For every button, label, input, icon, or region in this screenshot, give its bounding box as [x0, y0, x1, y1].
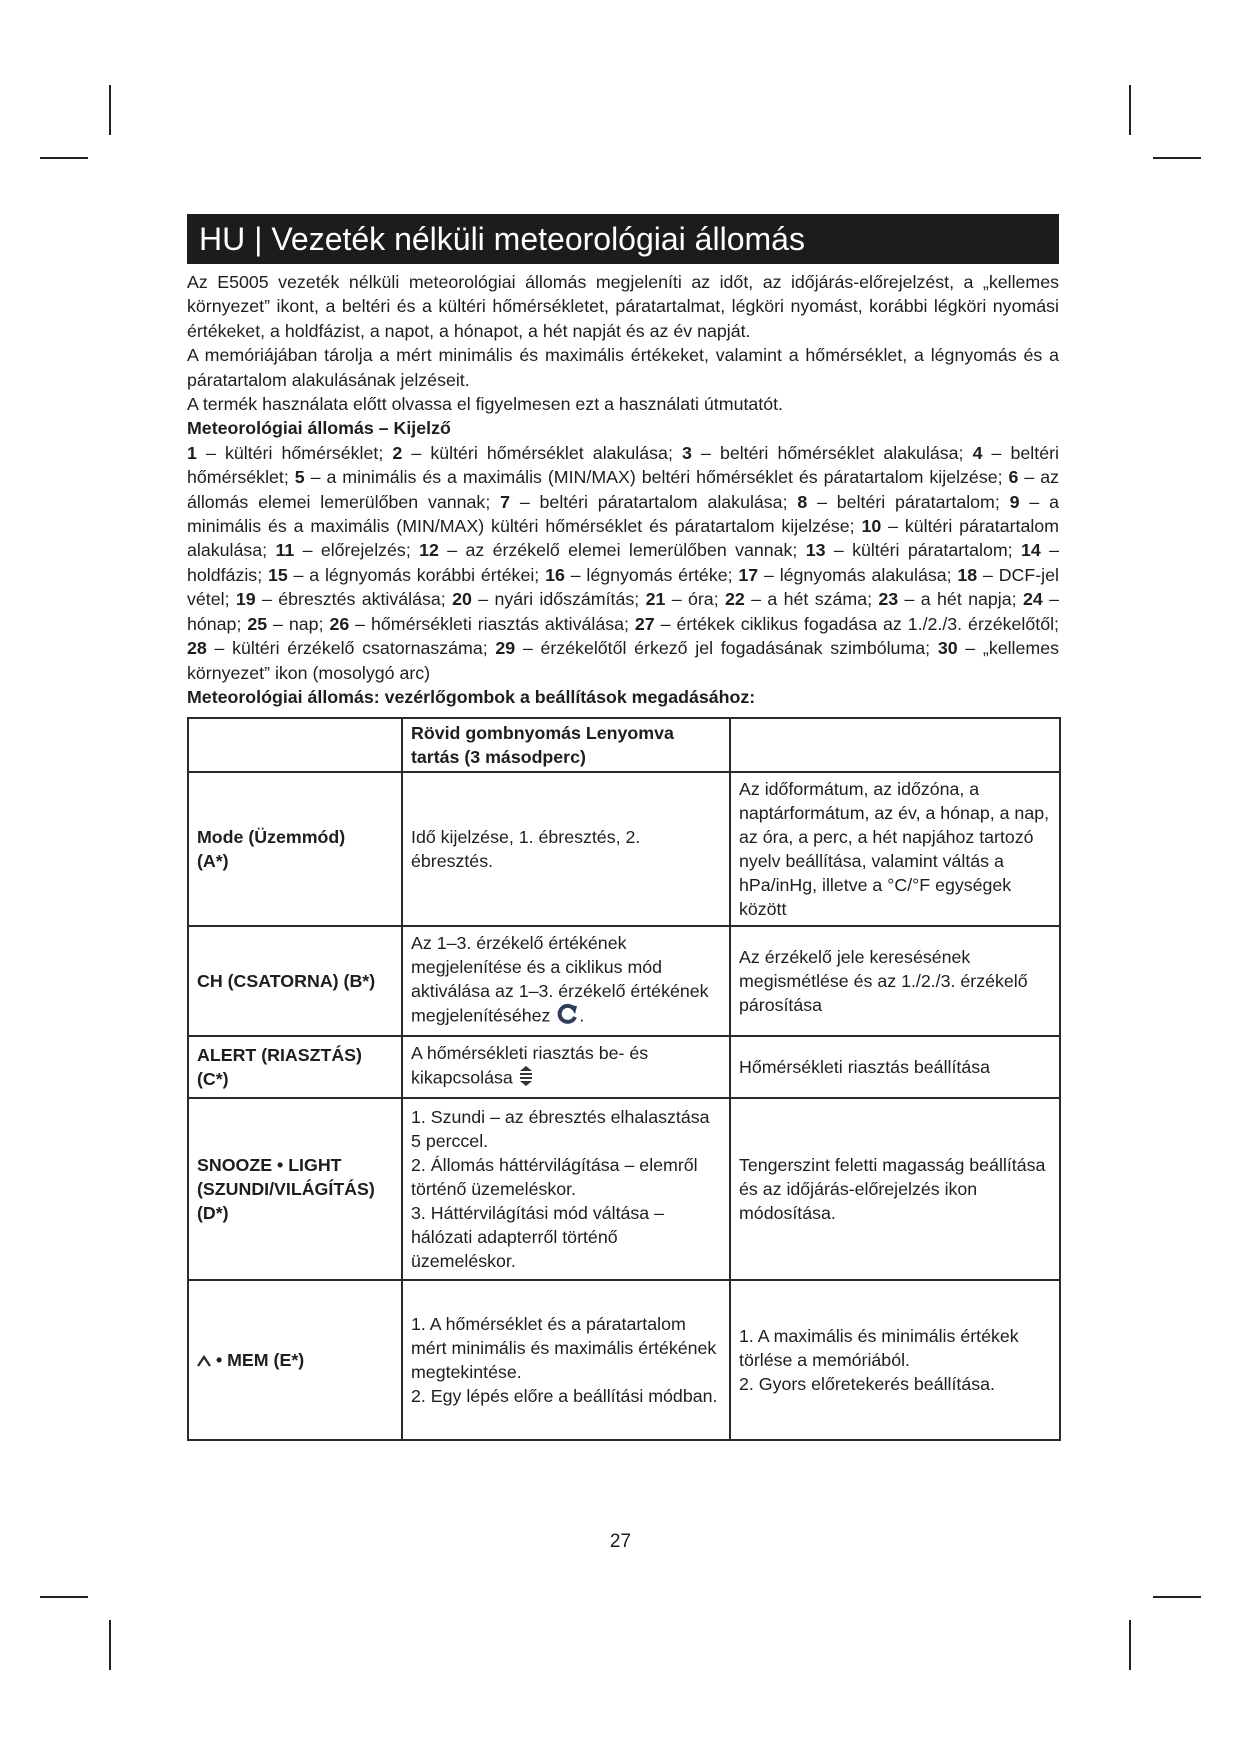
legend-text: beltéri páratartalom — [836, 491, 995, 512]
cell-text: Idő kijelzése, 1. ébresztés, 2. ébresztés. — [411, 827, 641, 872]
button-label: (SZUNDI/VILÁGÍTÁS) — [197, 1179, 375, 1200]
crop-mark-top-left-h — [40, 157, 88, 159]
legend-number: 25 — [247, 613, 268, 634]
button-code: (C*) — [197, 1069, 229, 1090]
table-row — [188, 926, 1060, 1036]
alert-bell-icon — [518, 1065, 534, 1093]
crop-mark-top-right-v — [1129, 85, 1131, 135]
legend-item: 8 – beltéri páratartalom; — [797, 491, 1010, 512]
table-row — [188, 1036, 1060, 1098]
legend-item: 30 – „kellemes környezet” ikon (mosolygó arc) — [187, 638, 1059, 683]
legend-item: 29 – érzékelőtől érkező jel fogadásának szimbóluma; — [495, 638, 938, 659]
legend-item: 26 – hőmérsékleti riasztás aktiválása; — [329, 613, 635, 634]
legend-item: 17 – légnyomás alakulása; — [738, 564, 958, 585]
crop-mark-top-left-v — [109, 85, 111, 135]
up-arrow-icon — [197, 1349, 211, 1373]
button-code: (A*) — [197, 851, 229, 872]
button-cell-alert — [188, 1036, 402, 1098]
legend-number: 4 — [972, 442, 983, 463]
cell-text: 2. Egy lépés előre a beállítási módban. — [411, 1386, 718, 1407]
legend-number: 3 — [681, 442, 692, 463]
legend-number: 26 — [329, 613, 350, 634]
table-row — [188, 1280, 1060, 1440]
intro-paragraph: Az E5005 vezeték nélküli meteorológiai állomás megjeleníti az időt, az időjárás-előrejelzést, a „kellemes környezet” ikont, a beltéri és a kültéri hőmérsékletet, páratartalmat, légköri nyomást, korábbi légköri nyomási értékeket, a holdfázist, a napot, a hónapot, a hét napját és az év napját. — [187, 272, 1059, 341]
legend-item: 13 – kültéri páratartalom; — [805, 540, 1021, 561]
cell-text: A hőmérsékleti riasztás be- és kikapcsolása — [411, 1043, 649, 1089]
legend-text: kültéri páratartalom alakulása — [187, 516, 1059, 561]
crop-mark-top-right-h — [1153, 157, 1201, 159]
legend-text: óra — [687, 589, 714, 610]
header-long-press: Lenyomva tartás (3 másodperc) — [411, 723, 674, 768]
table-header-cell — [730, 718, 1060, 772]
long-press-cell — [730, 772, 1060, 926]
legend-item: 3 – beltéri hőmérséklet alakulása; — [681, 442, 973, 463]
table-header-cell — [188, 718, 402, 772]
short-press-cell — [402, 1098, 730, 1280]
legend-item: 5 – a minimális és a maximális (MIN/MAX) beltéri hőmérséklet és páratartalom kijelzése; — [294, 467, 1009, 488]
legend-text: beltéri páratartalom alakulása — [539, 491, 783, 512]
cell-text: Hőmérsékleti riasztás beállítása — [739, 1057, 991, 1078]
controls-heading: Meteorológiai állomás: vezérlőgombok a beállítások megadásához: — [187, 686, 756, 707]
page-number: 27 — [609, 1531, 632, 1552]
legend-text: ébresztés aktiválása — [278, 589, 441, 610]
legend-number: 22 — [725, 589, 745, 610]
cell-text: Az időformátum, az időzóna, a naptárformátum, az év, a hónap, a nap, az óra, a perc, a hét napjához tartozó nyelv beállítása, valamint váltás a hPa/inHg, illetve a °C/°F egységek között — [739, 779, 1050, 920]
legend-item: 4 – beltéri hőmérséklet; — [187, 442, 1059, 488]
long-press-cell — [730, 1098, 1060, 1280]
cell-text: 1. A maximális és minimális értékek törlése a memóriából. — [739, 1326, 1019, 1371]
legend-item: 16 – légnyomás értéke; — [545, 564, 739, 585]
button-cell-mem — [188, 1280, 402, 1440]
legend-item: 2 – kültéri hőmérséklet alakulása; — [392, 442, 682, 463]
cell-text: 2. Állomás háttérvilágítása – elemről történő üzemeléskor. — [411, 1155, 698, 1200]
cell-text: 1. A hőmérséklet és a páratartalom mért minimális és maximális értékének megtekintése. — [411, 1314, 717, 1383]
legend-text: „kellemes környezet” ikon (mosolygó arc) — [187, 638, 1059, 683]
legend-number: 13 — [805, 540, 826, 561]
legend-number: 7 — [500, 491, 510, 512]
crop-mark-bottom-left-v — [109, 1620, 111, 1670]
cell-text: Az érzékelő jele keresésének megismétlése és az 1./2./3. érzékelő párosítása — [739, 947, 1028, 1016]
legend-number: 28 — [187, 638, 207, 659]
page-content — [187, 214, 1059, 1441]
legend-item: 23 – a hét napja; — [878, 589, 1023, 610]
legend-number: 24 — [1022, 589, 1043, 610]
table-header-cell — [402, 718, 730, 772]
legend-text: kültéri hőmérséklet alakulása — [430, 442, 668, 463]
long-press-cell — [730, 1036, 1060, 1098]
crop-mark-bottom-right-v — [1129, 1620, 1131, 1670]
legend-item: 19 – ébresztés aktiválása; — [235, 589, 453, 610]
legend-number: 19 — [235, 589, 256, 610]
cell-text: 3. Háttérvilágítási mód váltása – hálózati adapterről történő üzemeléskor. — [411, 1203, 665, 1272]
display-heading: Meteorológiai állomás – Kijelző — [187, 418, 451, 439]
button-label: SNOOZE • LIGHT — [197, 1155, 342, 1176]
short-press-cell — [402, 772, 730, 926]
legend-number: 8 — [797, 491, 808, 512]
legend-item: 18 – DCF-jel vétel; — [187, 564, 1059, 610]
legend-text: a minimális és a maximális (MIN/MAX) beltéri hőmérséklet és páratartalom kijelzése — [326, 467, 998, 488]
legend-number: 21 — [645, 589, 666, 610]
legend-item: 6 – az állomás elemei lemerülőben vannak; — [187, 467, 1059, 512]
legend-number: 14 — [1020, 540, 1041, 561]
legend-text: hónap — [187, 613, 237, 634]
legend-item: 20 – nyári időszámítás; — [452, 589, 646, 610]
legend-item: 15 – a légnyomás korábbi értékei; — [267, 564, 546, 585]
controls-table — [187, 717, 1061, 1441]
button-label: ALERT (RIASZTÁS) — [197, 1045, 362, 1066]
legend-number: 23 — [878, 589, 899, 610]
legend-number: 30 — [937, 638, 958, 659]
button-label: • MEM (E*) — [215, 1349, 305, 1370]
long-press-cell — [730, 1280, 1060, 1440]
body-text — [187, 270, 1059, 709]
legend-item: 22 – a hét száma; — [725, 589, 879, 610]
cell-text: 1. Szundi – az ébresztés elhalasztása 5 perccel. — [411, 1107, 710, 1152]
legend-item: 14 – holdfázis; — [187, 540, 1059, 585]
legend-number: 16 — [545, 564, 565, 585]
legend-item: 10 – kültéri páratartalom alakulása; — [187, 516, 1059, 561]
button-code: (D*) — [197, 1203, 229, 1224]
legend-number: 6 — [1008, 467, 1019, 488]
legend-item: 12 – az érzékelő elemei lemerülőben vannak; — [419, 540, 806, 561]
section-title: HU | Vezeték nélküli meteorológiai állomás — [187, 214, 1059, 264]
cell-text: Az 1–3. érzékelő értékének megjelenítése és a ciklikus mód aktiválása az 1–3. érzékelő értékének megjelenítéséhez — [411, 933, 709, 1027]
cell-text-suffix: . — [579, 1006, 585, 1027]
button-cell-ch — [188, 926, 402, 1036]
legend-text: holdfázis — [187, 564, 258, 585]
table-row — [188, 772, 1060, 926]
legend-text: értékek ciklikus fogadása az 1./2./3. érzékelőtől — [676, 613, 1055, 634]
display-legend — [187, 441, 1059, 685]
legend-number: 1 — [187, 442, 197, 463]
legend-item: 25 – nap; — [247, 613, 330, 634]
legend-text: DCF-jel vétel — [187, 564, 1059, 610]
cell-text: 2. Gyors előretekerés beállítása. — [739, 1374, 995, 1395]
crop-mark-bottom-left-h — [40, 1596, 88, 1598]
button-cell-mode — [188, 772, 402, 926]
short-press-cell — [402, 1280, 730, 1440]
legend-number: 15 — [267, 564, 288, 585]
intro-paragraph: A memóriájában tárolja a mért minimális és maximális értékeket, valamint a hőmérséklet, a légnyomás és a páratartalom alakulásának jelzéseit. — [187, 345, 1059, 390]
button-cell-snooze — [188, 1098, 402, 1280]
legend-item: 11 – előrejelzés; — [275, 540, 420, 561]
intro-paragraph: A termék használata előtt olvassa el figyelmesen ezt a használati útmutatót. — [187, 394, 783, 415]
legend-text: a légnyomás korábbi értékei — [309, 564, 535, 585]
table-row — [188, 1098, 1060, 1280]
legend-item: 1 – kültéri hőmérséklet; — [187, 442, 393, 463]
button-label: CH (CSATORNA) (B*) — [197, 971, 376, 992]
cell-text: Tengerszint feletti magasság beállítása és az időjárás-előrejelzés ikon módosítása. — [739, 1155, 1046, 1224]
legend-text: nap — [288, 613, 319, 634]
table-header-row — [188, 718, 1060, 772]
legend-text: a hét száma — [767, 589, 868, 610]
legend-text: előrejelzés — [320, 540, 406, 561]
long-press-cell — [730, 926, 1060, 1036]
legend-number: 20 — [452, 589, 472, 610]
short-press-cell — [402, 926, 730, 1036]
legend-text: kültéri érzékelő csatornaszáma — [232, 638, 483, 659]
legend-item: 24 – hónap; — [187, 589, 1059, 634]
legend-text: beltéri hőmérséklet alakulása — [719, 442, 959, 463]
cycle-arrow-icon — [555, 1003, 579, 1031]
legend-item: 7 – beltéri páratartalom alakulása; — [500, 491, 798, 512]
crop-mark-bottom-right-h — [1153, 1596, 1201, 1598]
legend-text: kültéri hőmérséklet — [224, 442, 379, 463]
legend-number: 12 — [419, 540, 439, 561]
legend-number: 18 — [957, 564, 978, 585]
legend-text: érzékelőtől érkező jel fogadásának szimbóluma — [540, 638, 926, 659]
legend-item: 28 – kültéri érzékelő csatornaszáma; — [187, 638, 496, 659]
legend-number: 2 — [392, 442, 403, 463]
legend-text: légnyomás alakulása — [779, 564, 947, 585]
legend-number: 11 — [275, 540, 295, 561]
header-short-press: Rövid gombnyomás — [411, 723, 581, 744]
legend-text: beltéri hőmérséklet — [187, 442, 1059, 488]
legend-text: az állomás elemei lemerülőben vannak — [187, 467, 1059, 512]
legend-number: 27 — [634, 613, 655, 634]
legend-number: 5 — [294, 467, 305, 488]
legend-text: nyári időszámítás — [494, 589, 635, 610]
legend-text: a hét napja — [920, 589, 1012, 610]
legend-item: 9 – a minimális és a maximális (MIN/MAX) kültéri hőmérséklet és páratartalom kijelzése; — [187, 491, 1059, 537]
legend-text: hőmérsékleti riasztás aktiválása — [371, 613, 625, 634]
legend-text: az érzékelő elemei lemerülőben vannak — [465, 540, 793, 561]
legend-text: kültéri páratartalom — [852, 540, 1008, 561]
legend-text: légnyomás értéke — [586, 564, 728, 585]
short-press-cell — [402, 1036, 730, 1098]
legend-number: 29 — [495, 638, 516, 659]
legend-text: a minimális és a maximális (MIN/MAX) kültéri hőmérséklet és páratartalom kijelzése — [187, 491, 1059, 537]
legend-item: 21 – óra; — [645, 589, 725, 610]
legend-number: 17 — [738, 564, 759, 585]
button-label: Mode (Üzemmód) — [197, 827, 346, 848]
legend-number: 9 — [1009, 491, 1020, 512]
legend-number: 10 — [861, 516, 882, 537]
legend-item: 27 – értékek ciklikus fogadása az 1./2./3. érzékelőtől; — [634, 613, 1059, 634]
